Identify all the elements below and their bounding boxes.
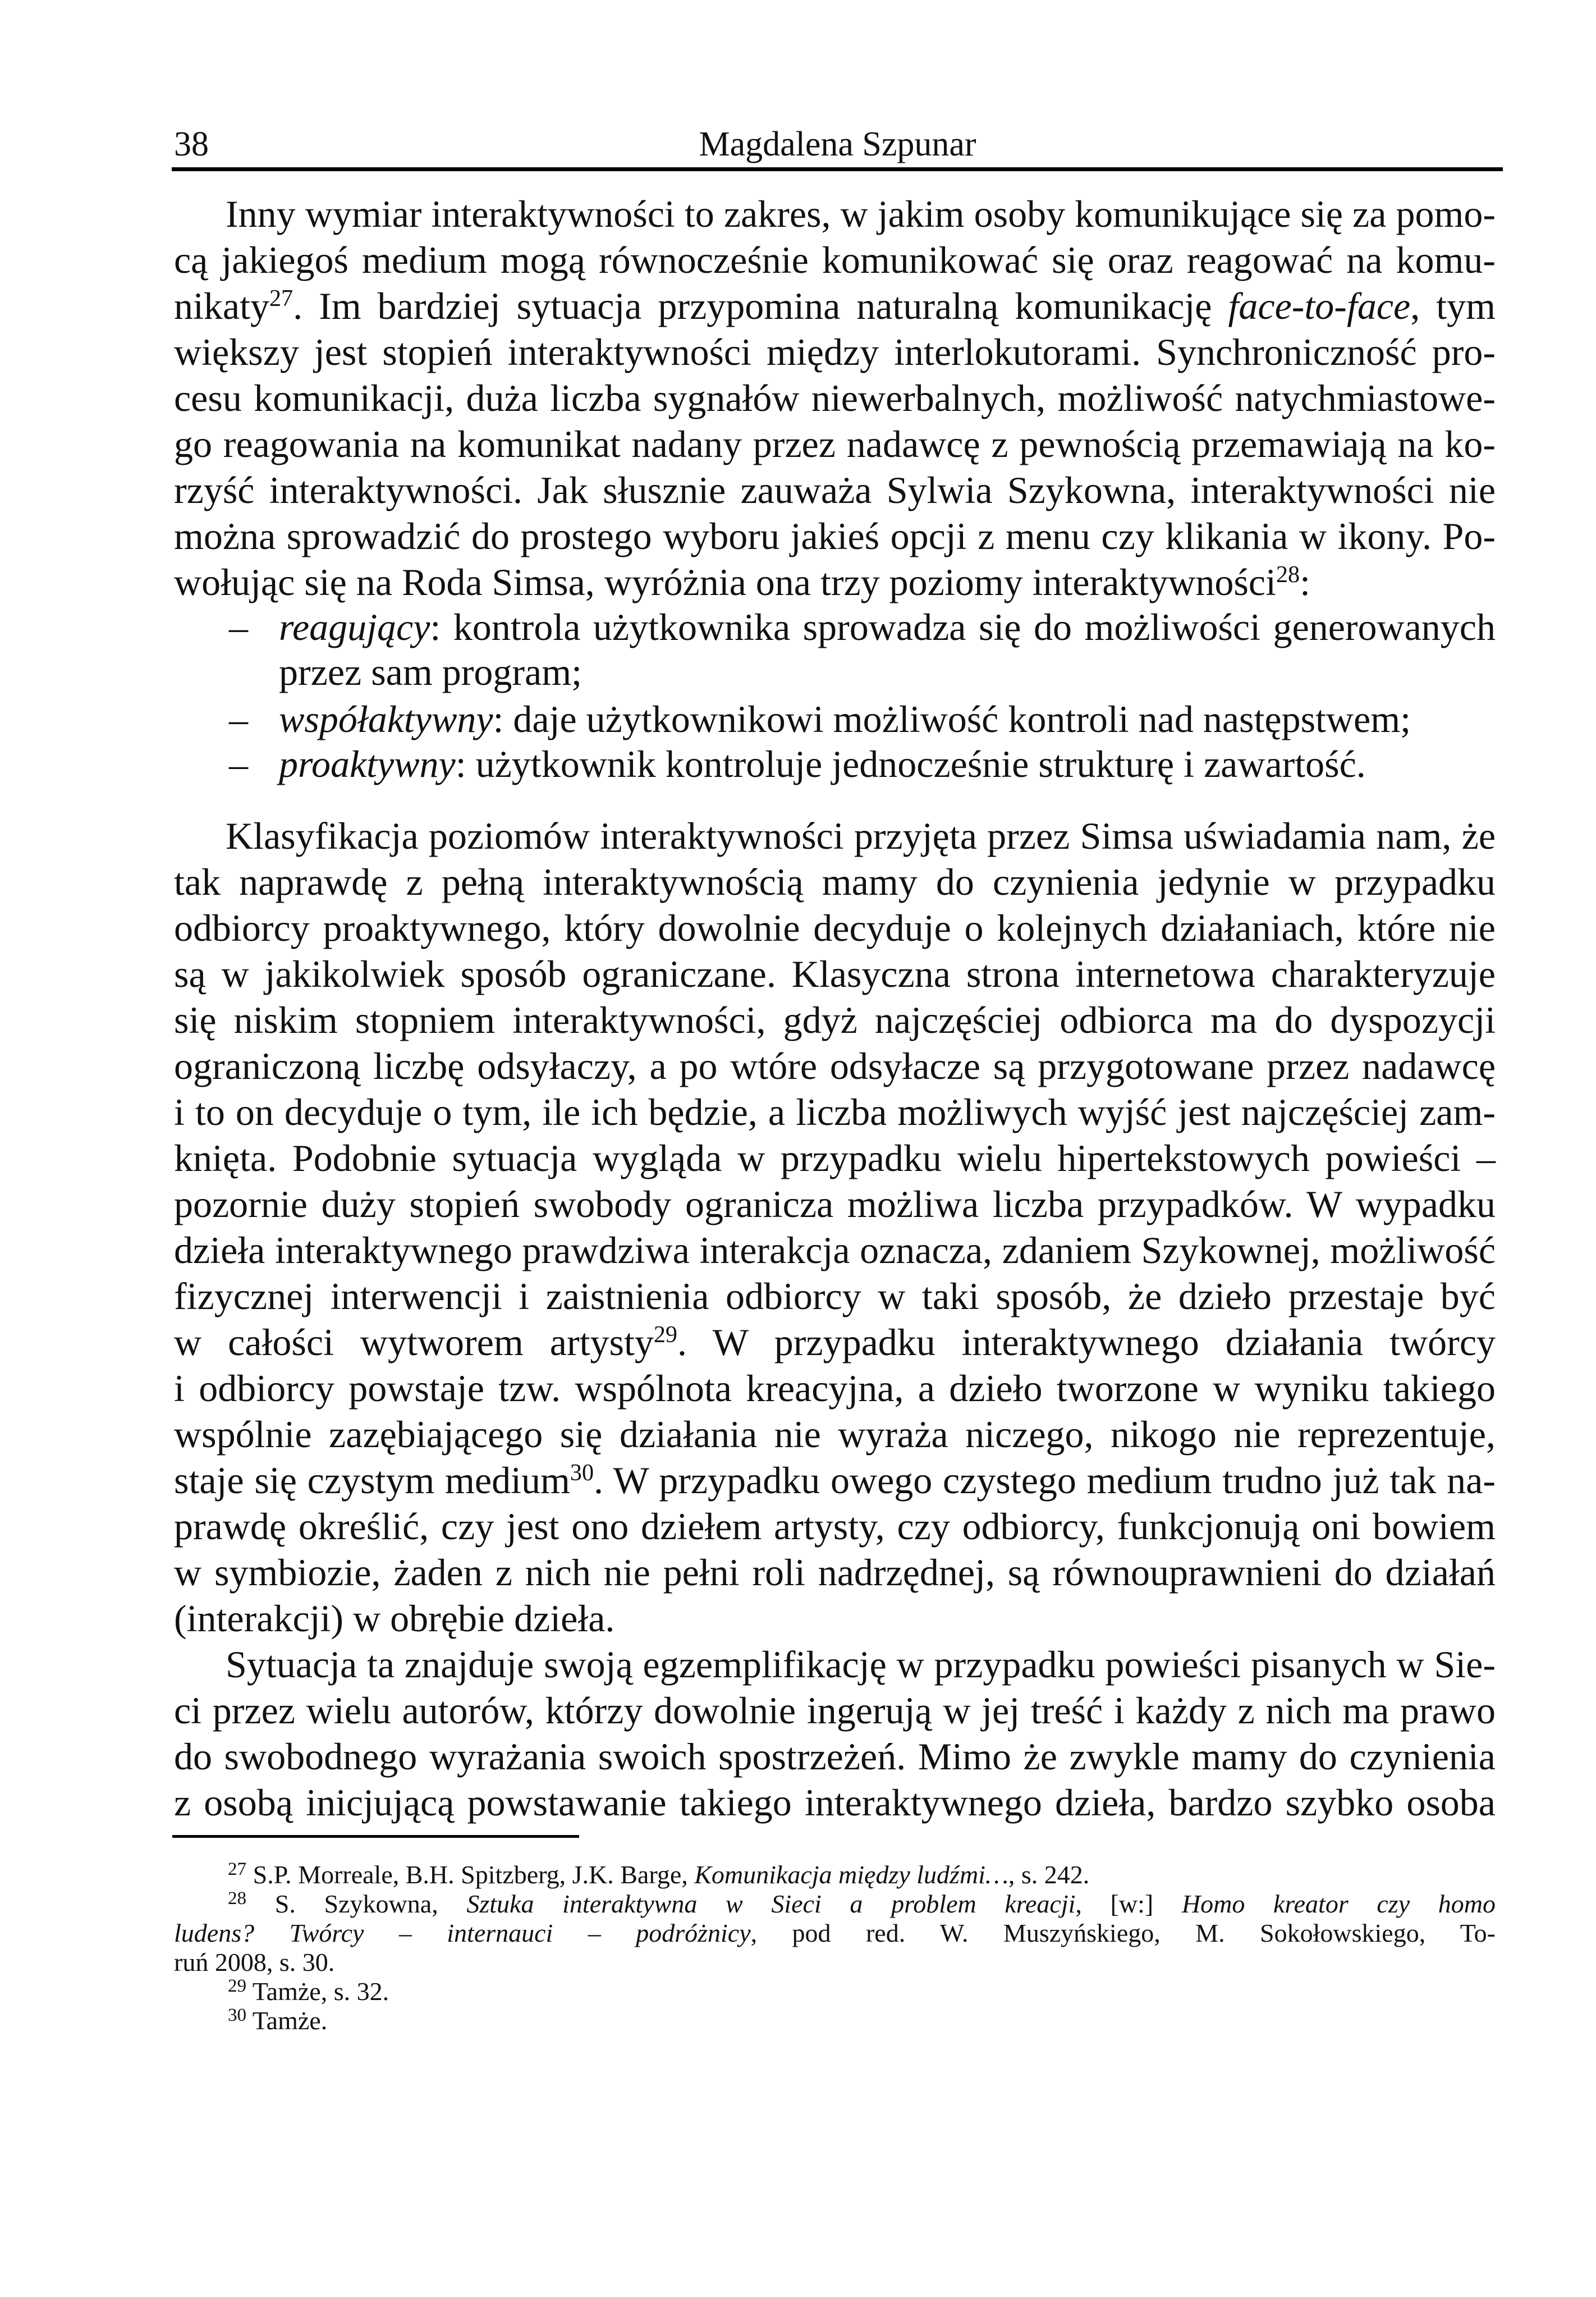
text-line: i to on decyduje o tym, ile ich będzie, a liczba możliwych wyjść jest najczęściej zam-: [174, 1091, 1496, 1133]
text-line: pozornie duży stopień swobody ogranicza możliwa liczba przypadków. W wypadku: [174, 1183, 1496, 1225]
list-dash: –: [229, 698, 248, 740]
footnote-ref[interactable]: 30: [570, 1459, 594, 1486]
text-line: cesu komunikacji, duża liczba sygnałów niewerbalnych, możliwość natychmiastowe-: [174, 377, 1496, 419]
text-line: cą jakiegoś medium mogą równocześnie komunikować się oraz reagować na komu-: [174, 239, 1496, 281]
text-line: wspólnie zazębiającego się działania nie wyraża niczego, nikogo nie reprezentuje,: [174, 1413, 1496, 1456]
text-line: nikaty$^{27}$. Im bardziej sytuacja przypomina naturalną komunikację face-to-face, tym: [174, 285, 1496, 327]
footnote-27: $^{27}$ S.P. Morreale, B.H. Spitzberg, J.K. Barge, Komunikacja między ludźmi…, s. 242.: [228, 1859, 1090, 1889]
list-dash: –: [229, 743, 248, 785]
footnote-28-line-3: ruń 2008, s. 30.: [174, 1948, 335, 1976]
text-line: tak naprawdę z pełną interaktywnością mamy do czynienia jedynie w przypadku: [174, 861, 1496, 903]
footnote-28-line-2: ludens? Twórcy – internauci – podróżnicy, pod red. W. Muszyńskiego, M. Sokołowskiego, To-: [174, 1919, 1496, 1947]
footnote-ref[interactable]: 28: [1276, 561, 1300, 588]
text-line: staje się czystym medium$^{30}$. W przypadku owego czystego medium trudno już tak na-: [174, 1459, 1496, 1502]
text-line: można sprowadzić do prostego wyboru jakieś opcji z menu czy klikania w ikony. Po-: [174, 515, 1496, 557]
text-line: knięta. Podobnie sytuacja wygląda w przypadku wielu hipertekstowych powieści –: [174, 1137, 1496, 1179]
list-item-continuation: przez sam program;: [279, 651, 582, 693]
text-line: Inny wymiar interaktywności to zakres, w jakim osoby komunikujące się za pomo-: [226, 193, 1496, 235]
text-line: dzieła interaktywnego prawdziwa interakcja oznacza, zdaniem Szykownej, możliwość: [174, 1229, 1496, 1271]
list-item: współaktywny: daje użytkownikowi możliwość kontroli nad następstwem;: [279, 698, 1411, 740]
footnote-28: $^{28}$ S. Szykowna, Sztuka interaktywna w Sieci a problem kreacji, [w:] Homo kreator czy homo: [228, 1888, 1496, 1918]
text-line: w całości wytworem artysty$^{29}$. W przypadku interaktywnego działania twórcy: [174, 1321, 1496, 1363]
text-line: wołując się na Roda Simsa, wyróżnia ona trzy poziomy interaktywności$^{28}$:: [174, 561, 1311, 603]
text-line: większy jest stopień interaktywności między interlokutorami. Synchroniczność pro-: [174, 331, 1496, 373]
text-line: fizycznej interwencji i zaistnienia odbiorcy w taki sposób, że dzieło przestaje być: [174, 1275, 1496, 1317]
text-line: prawdę określić, czy jest ono dziełem artysty, czy odbiorcy, funkcjonują oni bowiem: [174, 1505, 1496, 1548]
text-line: ci przez wielu autorów, którzy dowolnie ingerują w jej treść i każdy z nich ma prawo: [174, 1689, 1496, 1732]
footnote-30: $^{30}$ Tamże.: [228, 2005, 328, 2035]
page-number: 38: [174, 125, 209, 163]
list-dash: –: [229, 606, 248, 648]
text-line: w symbiozie, żaden z nich nie pełni roli nadrzędnej, są równouprawnieni do działań: [174, 1551, 1496, 1594]
footnote-separator: [172, 1835, 579, 1838]
text-line: go reagowania na komunikat nadany przez nadawcę z pewnością przemawiają na ko-: [174, 423, 1496, 465]
text-line: i odbiorcy powstaje tzw. wspólnota kreacyjna, a dzieło tworzone w wyniku takiego: [174, 1367, 1496, 1410]
text-line: Klasyfikacja poziomów interaktywności przyjęta przez Simsa uświadamia nam, że: [226, 815, 1496, 857]
text-line: się niskim stopniem interaktywności, gdyż najczęściej odbiorca ma do dyspozycji: [174, 999, 1496, 1041]
text-line: (interakcji) w obrębie dzieła.: [174, 1597, 615, 1640]
text-line: Sytuacja ta znajduje swoją egzemplifikację w przypadku powieści pisanych w Sie-: [226, 1643, 1496, 1686]
text-line: ograniczoną liczbę odsyłaczy, a po wtóre odsyłacze są przygotowane przez nadawcę: [174, 1045, 1496, 1087]
text-line: odbiorcy proaktywnego, który dowolnie decyduje o kolejnych działaniach, które nie: [174, 907, 1496, 949]
list-item: reagujący: kontrola użytkownika sprowadza się do możliwości generowanych: [279, 606, 1496, 648]
text-line: z osobą inicjującą powstawanie takiego interaktywnego dzieła, bardzo szybko osoba: [174, 1781, 1496, 1824]
list-item: proaktywny: użytkownik kontroluje jednocześnie strukturę i zawartość.: [279, 743, 1366, 785]
text-line: do swobodnego wyrażania swoich spostrzeżeń. Mimo że zwykle mamy do czynienia: [174, 1735, 1496, 1778]
running-title: Magdalena Szpunar: [699, 125, 976, 163]
header-rule: [172, 167, 1503, 171]
footnote-ref[interactable]: 29: [653, 1321, 677, 1348]
footnote-ref[interactable]: 27: [269, 285, 293, 312]
footnote-29: $^{29}$ Tamże, s. 32.: [228, 1975, 389, 2006]
text-line: rzyść interaktywności. Jak słusznie zauważa Sylwia Szykowna, interaktywności nie: [174, 469, 1496, 511]
text-line: są w jakikolwiek sposób ograniczane. Klasyczna strona internetowa charakteryzuje: [174, 953, 1496, 995]
